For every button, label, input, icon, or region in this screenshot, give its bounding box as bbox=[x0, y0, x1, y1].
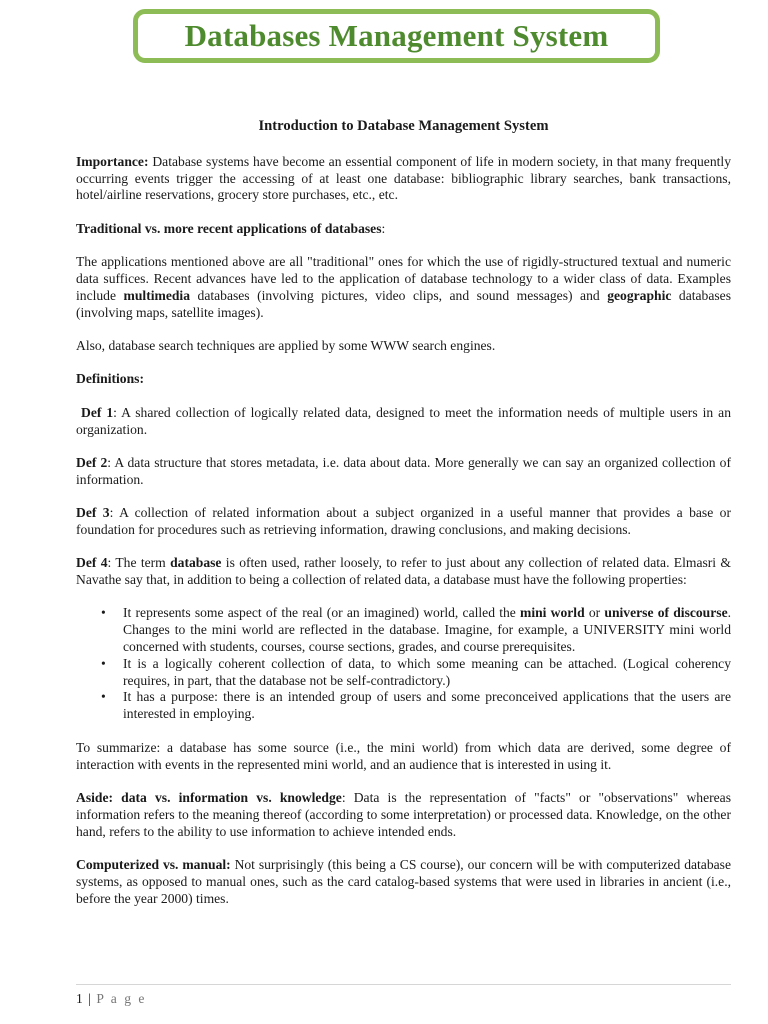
bullet1-text-1: It represents some aspect of the real (or an imagined) world, called the bbox=[123, 605, 521, 621]
apps-bold-geographic: geographic bbox=[607, 287, 672, 303]
definitions-label: Definitions: bbox=[76, 371, 144, 387]
list-item bbox=[123, 605, 731, 655]
def3-text: : A collection of related information about a subject organized in a useful manner that provides a base or foundation for procedures such as retrieving information, drawing conclusions, and making decisions. bbox=[76, 505, 731, 537]
computerized-label: Computerized vs. manual: bbox=[76, 857, 231, 873]
def4-text-2: is often used, rather loosely, to refer to just about any collection of related data. Elmasri & Navathe say that, in addition to being a collection of related data, a database must have the following properties: bbox=[76, 555, 731, 588]
list-item: • It is a logically coherent collection of data, to which some meaning can be attached. (Logical coherency requires, in part, that the database not be self-contradictory.) bbox=[123, 656, 731, 690]
def4-bold-database: database bbox=[170, 555, 222, 571]
def3-paragraph bbox=[76, 505, 731, 539]
computerized-paragraph bbox=[76, 857, 731, 907]
def3-label: Def 3 bbox=[76, 505, 110, 521]
apps-text-1: The applications mentioned above are all "traditional" ones for which the use of rigidly-structured textual and numeric data suffices. Recent advances have led to the application of database technology to a wider class of data. Examples include bbox=[76, 254, 731, 303]
def2-text: : A data structure that stores metadata, i.e. data about data. More generally we can say an organized collection of information. bbox=[76, 454, 732, 487]
properties-list bbox=[76, 605, 731, 723]
title-banner bbox=[133, 9, 660, 63]
document-title: Databases Management System bbox=[184, 18, 609, 53]
def1-text: : A shared collection of logically related data, designed to meet the information needs of multiple users in an organization. bbox=[76, 404, 732, 437]
footer-separator: | bbox=[88, 991, 91, 1006]
traditional-colon: : bbox=[381, 220, 386, 236]
list-item: • It has a purpose: there is an intended group of users and some preconceived applications that the users are interested in employing. bbox=[123, 689, 731, 723]
apps-bold-multimedia: multimedia bbox=[123, 287, 190, 303]
computerized-text: Not surprisingly (this being a CS course), our concern will be with computerized database systems, as opposed to manual ones, such as the card catalog-based systems that were used in libraries in ancient (i.e., before the year 2000) times. bbox=[76, 857, 731, 906]
definitions-heading bbox=[76, 371, 731, 388]
bullet1-bold-universe: universe of discourse bbox=[604, 605, 728, 621]
page-label: P a g e bbox=[96, 991, 147, 1006]
section-heading: Introduction to Database Management System bbox=[258, 118, 549, 134]
importance-paragraph bbox=[76, 154, 731, 204]
page-number: 1 bbox=[76, 991, 83, 1006]
aside-text: : Data is the representation of "facts" or "observations" whereas information refers to the meaning thereof (according to some interpretation) or processed data. Knowledge, on the other hand, refers to the ability to use information to achieve intended ends. bbox=[76, 790, 731, 839]
def1-paragraph bbox=[76, 405, 731, 439]
aside-paragraph bbox=[76, 790, 731, 840]
importance-label: Importance: bbox=[76, 153, 149, 169]
apps-text-2: databases (involving pictures, video clips, and sound messages) and bbox=[190, 287, 608, 303]
def2-paragraph bbox=[76, 455, 731, 489]
page-footer bbox=[76, 984, 731, 1007]
bullet1-bold-mini-world: mini world bbox=[520, 605, 585, 621]
def2-label: Def 2 bbox=[76, 454, 108, 470]
document-body bbox=[76, 118, 731, 924]
def1-label: Def 1 bbox=[81, 404, 114, 420]
importance-text: Database systems have become an essential component of life in modern society, in that many frequently occurring events trigger the accessing of at least one database: bibliographic library searches, bank transactions, hotel/airline reservations, grocery store purchases, etc., etc. bbox=[76, 153, 731, 203]
apps-text-3: databases (involving maps, satellite images). bbox=[76, 287, 731, 320]
traditional-heading bbox=[76, 221, 731, 238]
applications-paragraph bbox=[76, 254, 731, 321]
def4-label: Def 4 bbox=[76, 555, 108, 571]
def4-text-1: : The term bbox=[107, 555, 171, 571]
def4-paragraph bbox=[76, 555, 731, 589]
bullet1-text-3: . Changes to the mini world are reflected in the database. Imagine, for example, a UNIVERSITY mini world concerned with students, courses, course sections, grades, and course prerequisites. bbox=[123, 605, 732, 655]
traditional-label: Traditional vs. more recent applications of databases bbox=[76, 220, 382, 236]
www-paragraph: Also, database search techniques are applied by some WWW search engines. bbox=[76, 337, 496, 353]
aside-label: Aside: data vs. information vs. knowledge bbox=[76, 790, 342, 806]
summary-paragraph: To summarize: a database has some source (i.e., the mini world) from which data are derived, some degree of interaction with events in the represented mini world, and an audience that is interested in using it. bbox=[76, 740, 731, 772]
bullet1-text-2: or bbox=[584, 605, 605, 621]
